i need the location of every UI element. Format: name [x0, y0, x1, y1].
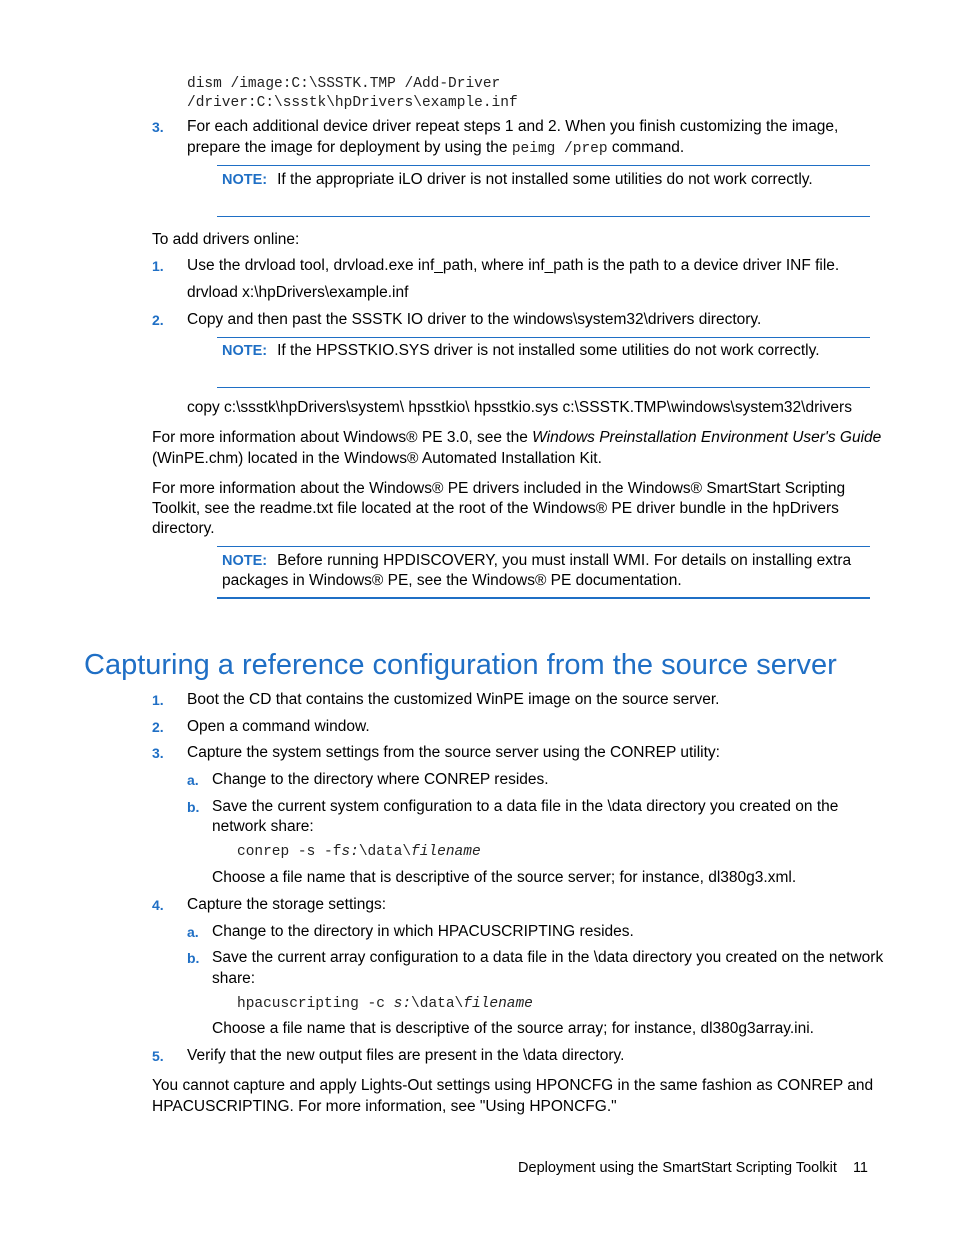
substep-text: Save the current array configuration to a data file in the \data directory you created on the network — [212, 949, 884, 966]
code-part: hpacuscripting -c — [237, 996, 394, 1012]
note-1 — [222, 170, 813, 190]
note-label: NOTE: — [222, 343, 268, 359]
step-text-line2 — [187, 138, 684, 159]
step-text: Capture the storage settings: — [187, 896, 387, 913]
note-top-rule — [217, 165, 870, 166]
page-number: 11 — [852, 1160, 868, 1176]
step-text: Boot the CD that contains the customized WinPE image on the source server. — [187, 691, 720, 708]
paragraph-line — [152, 428, 881, 448]
code-variable: filename — [463, 996, 533, 1012]
note-label: NOTE: — [222, 553, 268, 569]
footer-title: Deployment using the SmartStart Scripting Toolkit — [518, 1160, 837, 1176]
step-text: For each additional device driver repeat steps 1 and 2. When you finish customizing the image, — [187, 118, 839, 135]
step-text: Capture the system settings from the source server using the CONREP utility: — [187, 744, 720, 761]
substep-text: share: — [212, 970, 256, 987]
text-part: For more information about Windows® PE 3.0, see the — [152, 429, 533, 446]
step-text: Use the drvload tool, drvload.exe inf_path, where inf_path is the path to a device driver INF file. — [187, 257, 840, 274]
step-text: Verify that the new output files are present in the \data directory. — [187, 1047, 625, 1064]
note-bottom-rule — [217, 387, 870, 388]
note-3-line2: packages in Windows® PE, see the Windows® PE documentation. — [222, 572, 682, 589]
code-part: \data\ — [358, 844, 412, 860]
substep-letter: a. — [187, 772, 199, 788]
note-top-rule — [217, 546, 870, 547]
note-text: Before running HPDISCOVERY, you must install WMI. For details on installing extra — [277, 552, 852, 569]
copy-command: copy c:\ssstk\hpDrivers\system\ hpsstkio\ hpsstkio.sys c:\SSSTK.TMP\windows\system32\drivers — [187, 399, 852, 416]
inline-code: peimg /prep — [511, 141, 608, 157]
paragraph-line: HPACUSCRIPTING. For more information, see "Using HPONCFG." — [152, 1098, 617, 1115]
code-line — [237, 842, 481, 862]
step-text: Copy and then past the SSSTK IO driver to the windows\system32\drivers directory. — [187, 311, 762, 328]
code-line — [237, 994, 533, 1014]
example-command: drvload x:\hpDrivers\example.inf — [187, 284, 409, 301]
code-line: /driver:C:\ssstk\hpDrivers\example.inf — [187, 95, 518, 111]
step-number: 2. — [152, 312, 164, 328]
note-2 — [222, 341, 820, 361]
note-text: If the HPSSTKIO.SYS driver is not installed some utilities do not work correctly. — [277, 342, 820, 359]
step-text: Open a command window. — [187, 718, 370, 735]
step-text-part: command. — [607, 139, 685, 156]
step-number: 1. — [152, 258, 164, 274]
code-variable: s: — [393, 996, 412, 1012]
paragraph-line: (WinPE.chm) located in the Windows® Automated Installation Kit. — [152, 450, 602, 467]
step-number: 3. — [152, 119, 164, 135]
code-variable: s: — [341, 844, 359, 860]
paragraph-line: For more information about the Windows® PE drivers included in the Windows® SmartStart Scripting — [152, 480, 846, 497]
substep-letter: b. — [187, 799, 200, 815]
note-3-line1 — [222, 551, 851, 571]
footer — [518, 1158, 868, 1178]
substep-text: Change to the directory in which HPACUSCRIPTING resides. — [212, 923, 634, 940]
substep-letter: b. — [187, 950, 200, 966]
code-part: conrep -s -f — [237, 844, 342, 860]
substep-note: Choose a file name that is descriptive of the source server; for instance, dl380g3.xml. — [212, 869, 797, 886]
step-text-part: prepare the image for deployment by using the — [187, 139, 512, 156]
step-number: 2. — [152, 719, 164, 735]
code-variable: filename — [411, 844, 481, 860]
note-bottom-rule — [217, 597, 870, 599]
substep-text: network share: — [212, 818, 314, 835]
paragraph-line: directory. — [152, 520, 215, 537]
step-number: 5. — [152, 1048, 164, 1064]
note-bottom-rule — [217, 216, 870, 217]
substep-text: Change to the directory where CONREP resides. — [212, 771, 549, 788]
guide-title: Windows Preinstallation Environment User's Guide — [532, 429, 882, 446]
section-heading: Capturing a reference configuration from the source server — [84, 649, 837, 681]
paragraph-line: Toolkit, see the readme.txt file located at the root of the Windows® PE driver bundle in the hpDrivers — [152, 500, 839, 517]
substep-text: Save the current system configuration to a data file in the \data directory you created on the — [212, 798, 839, 815]
paragraph-line: You cannot capture and apply Lights-Out settings using HPONCFG in the same fashion as CONREP and — [152, 1077, 874, 1094]
substep-note: Choose a file name that is descriptive of the source array; for instance, dl380g3array.ini. — [212, 1020, 814, 1037]
substep-letter: a. — [187, 924, 199, 940]
step-number: 1. — [152, 692, 164, 708]
note-label: NOTE: — [222, 172, 268, 188]
code-line: dism /image:C:\SSSTK.TMP /Add-Driver — [187, 76, 501, 92]
step-number: 3. — [152, 745, 164, 761]
paragraph: To add drivers online: — [152, 231, 300, 248]
note-text: If the appropriate iLO driver is not installed some utilities do not work correctly. — [277, 171, 813, 188]
code-part: \data\ — [411, 996, 464, 1012]
note-top-rule — [217, 337, 870, 338]
step-number: 4. — [152, 897, 164, 913]
